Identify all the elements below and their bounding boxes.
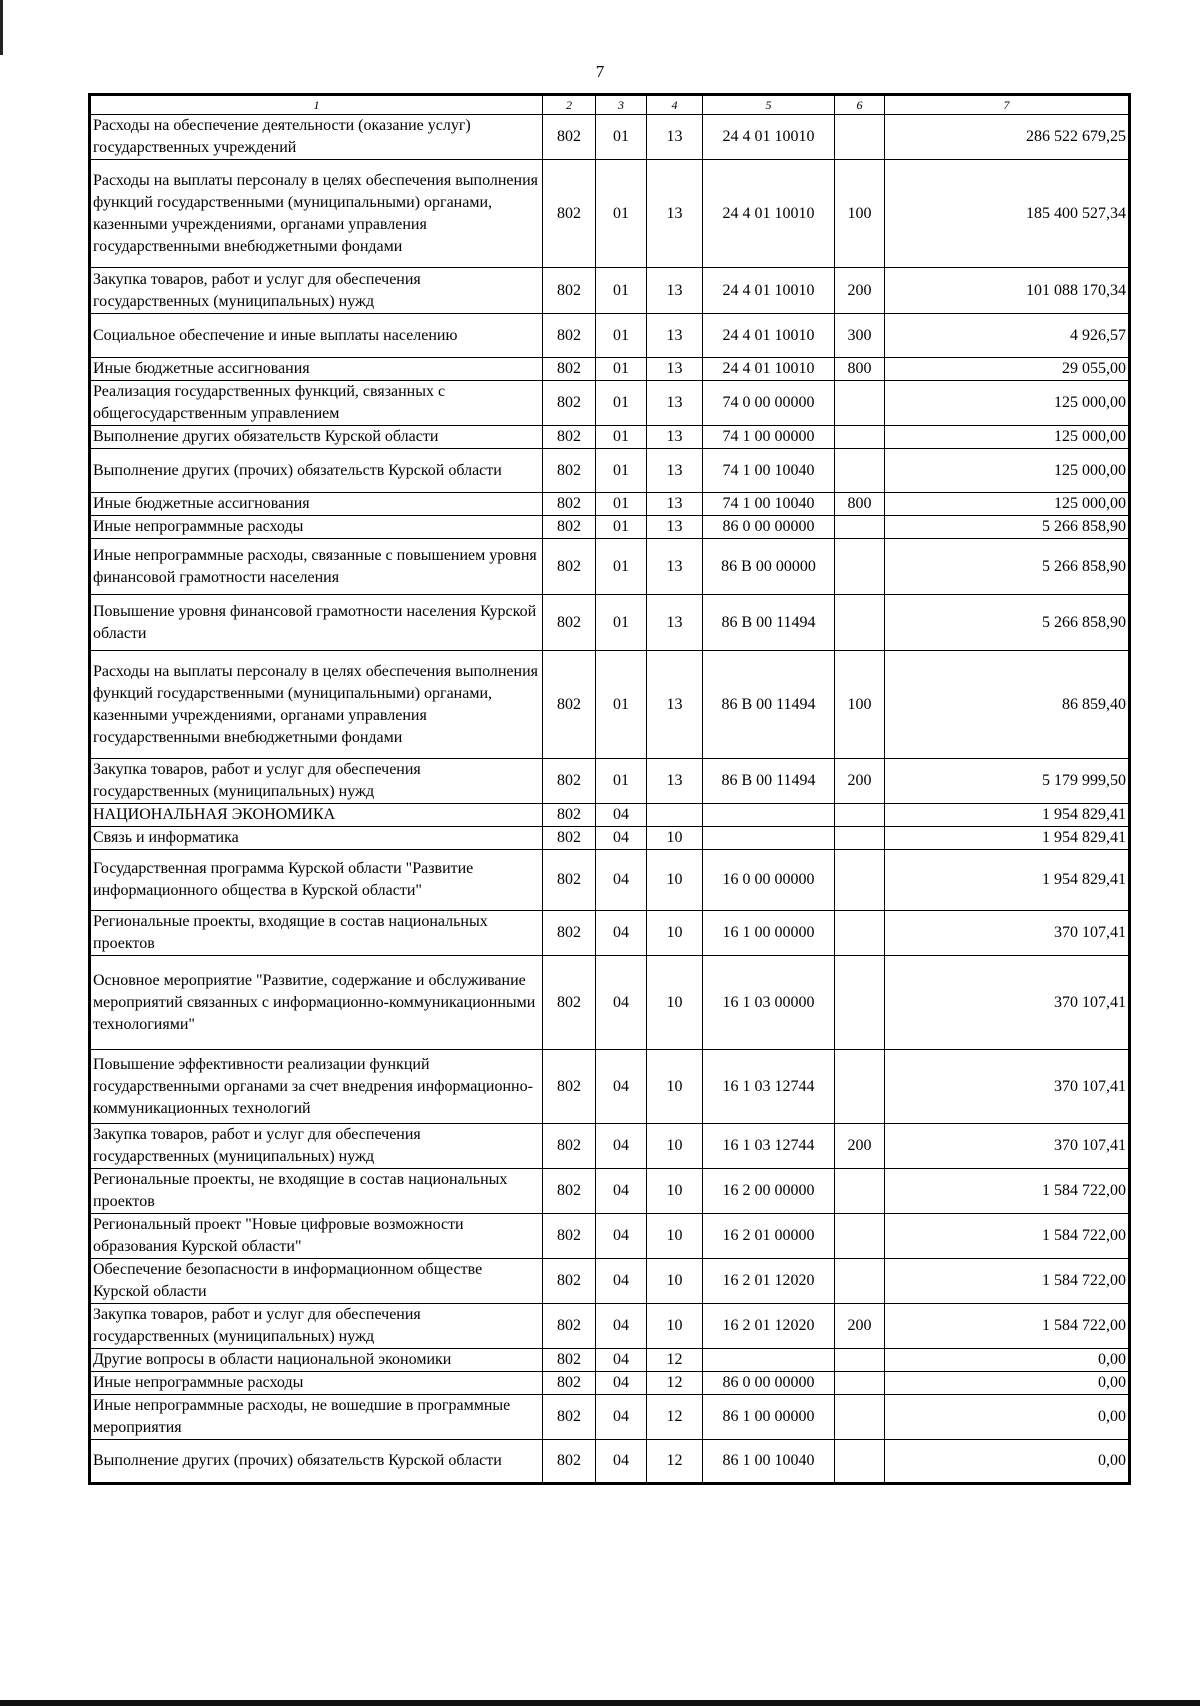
row-name-cell: Выполнение других обязательств Курской области bbox=[90, 426, 543, 449]
code-grbs-cell: 802 bbox=[543, 595, 596, 651]
expense-type-cell: 200 bbox=[835, 268, 885, 314]
row-name-cell: Повышение уровня финансовой грамотности населения Курской области bbox=[90, 595, 543, 651]
target-article-cell: 16 1 03 00000 bbox=[703, 956, 835, 1050]
target-article-cell: 74 1 00 10040 bbox=[703, 493, 835, 516]
target-article-cell: 74 1 00 10040 bbox=[703, 449, 835, 493]
code-grbs-cell: 802 bbox=[543, 1395, 596, 1440]
code-grbs-cell: 802 bbox=[543, 160, 596, 268]
expense-type-cell: 300 bbox=[835, 314, 885, 358]
table-row bbox=[90, 1169, 1130, 1214]
code-grbs-cell: 802 bbox=[543, 911, 596, 956]
amount-cell: 1 954 829,41 bbox=[885, 850, 1130, 911]
subsection-code-cell: 10 bbox=[647, 1050, 703, 1124]
page-number: 7 bbox=[595, 62, 605, 81]
code-grbs-cell: 802 bbox=[543, 850, 596, 911]
subsection-code-cell: 12 bbox=[647, 1395, 703, 1440]
expense-type-cell bbox=[835, 1214, 885, 1259]
expense-type-cell bbox=[835, 911, 885, 956]
target-article-cell: 86 В 00 11494 bbox=[703, 651, 835, 759]
table-row bbox=[90, 381, 1130, 426]
expense-type-cell bbox=[835, 1395, 885, 1440]
table-row bbox=[90, 358, 1130, 381]
row-name-cell: НАЦИОНАЛЬНАЯ ЭКОНОМИКА bbox=[90, 804, 543, 827]
code-grbs-cell: 802 bbox=[543, 358, 596, 381]
expense-type-cell bbox=[835, 1372, 885, 1395]
section-code-cell: 04 bbox=[596, 804, 647, 827]
scan-edge-bottom bbox=[0, 1700, 1200, 1706]
code-grbs-cell: 802 bbox=[543, 493, 596, 516]
target-article-cell: 24 4 01 10010 bbox=[703, 160, 835, 268]
row-name-cell: Расходы на выплаты персоналу в целях обеспечения выполнения функций государственными (муниципальными) органами, казенными учреждениями, органами управления государственными внебюджетными фондами bbox=[90, 160, 543, 268]
subsection-code-cell: 13 bbox=[647, 595, 703, 651]
expense-type-cell bbox=[835, 1440, 885, 1484]
section-code-cell: 04 bbox=[596, 827, 647, 850]
row-name-cell: Повышение эффективности реализации функций государственными органами за счет внедрения информационно-коммуникационных технологий bbox=[90, 1050, 543, 1124]
code-grbs-cell: 802 bbox=[543, 1304, 596, 1349]
row-name-cell: Иные непрограммные расходы, не вошедшие в программные мероприятия bbox=[90, 1395, 543, 1440]
code-grbs-cell: 802 bbox=[543, 314, 596, 358]
code-grbs-cell: 802 bbox=[543, 449, 596, 493]
header-row bbox=[90, 95, 1130, 115]
subsection-code-cell: 13 bbox=[647, 381, 703, 426]
subsection-code-cell: 13 bbox=[647, 759, 703, 804]
code-grbs-cell: 802 bbox=[543, 516, 596, 539]
table-row bbox=[90, 1124, 1130, 1169]
target-article-cell: 24 4 01 10010 bbox=[703, 314, 835, 358]
target-article-cell: 74 1 00 00000 bbox=[703, 426, 835, 449]
expense-type-cell bbox=[835, 827, 885, 850]
amount-cell: 286 522 679,25 bbox=[885, 115, 1130, 160]
section-code-cell: 01 bbox=[596, 449, 647, 493]
table-row bbox=[90, 1259, 1130, 1304]
amount-cell: 185 400 527,34 bbox=[885, 160, 1130, 268]
subsection-code-cell: 10 bbox=[647, 1124, 703, 1169]
target-article-cell: 86 0 00 00000 bbox=[703, 1372, 835, 1395]
target-article-cell: 16 1 03 12744 bbox=[703, 1050, 835, 1124]
amount-cell: 5 179 999,50 bbox=[885, 759, 1130, 804]
target-article-cell bbox=[703, 827, 835, 850]
amount-cell: 29 055,00 bbox=[885, 358, 1130, 381]
table-row bbox=[90, 1214, 1130, 1259]
subsection-code-cell: 10 bbox=[647, 1259, 703, 1304]
subsection-code-cell: 10 bbox=[647, 1304, 703, 1349]
section-code-cell: 04 bbox=[596, 1169, 647, 1214]
amount-cell: 5 266 858,90 bbox=[885, 539, 1130, 595]
row-name-cell: Связь и информатика bbox=[90, 827, 543, 850]
row-name-cell: Иные непрограммные расходы bbox=[90, 1372, 543, 1395]
code-grbs-cell: 802 bbox=[543, 759, 596, 804]
expense-type-cell bbox=[835, 1259, 885, 1304]
col-header: 4 bbox=[647, 95, 703, 115]
target-article-cell: 86 1 00 00000 bbox=[703, 1395, 835, 1440]
code-grbs-cell: 802 bbox=[543, 381, 596, 426]
row-name-cell: Основное мероприятие "Развитие, содержание и обслуживание мероприятий связанных с информационно-коммуникационными технологиями" bbox=[90, 956, 543, 1050]
scan-edge-left bbox=[0, 0, 3, 55]
table-row bbox=[90, 1440, 1130, 1484]
subsection-code-cell: 12 bbox=[647, 1440, 703, 1484]
section-code-cell: 04 bbox=[596, 911, 647, 956]
table-row bbox=[90, 1395, 1130, 1440]
subsection-code-cell: 10 bbox=[647, 956, 703, 1050]
table-row bbox=[90, 516, 1130, 539]
row-name-cell: Расходы на выплаты персоналу в целях обеспечения выполнения функций государственными (муниципальными) органами, казенными учреждениями, органами управления государственными внебюджетными фондами bbox=[90, 651, 543, 759]
table-row bbox=[90, 160, 1130, 268]
amount-cell: 5 266 858,90 bbox=[885, 595, 1130, 651]
code-grbs-cell: 802 bbox=[543, 1214, 596, 1259]
expense-type-cell bbox=[835, 1169, 885, 1214]
table-row bbox=[90, 804, 1130, 827]
table-row bbox=[90, 759, 1130, 804]
amount-cell: 1 584 722,00 bbox=[885, 1259, 1130, 1304]
col-header: 5 bbox=[703, 95, 835, 115]
table-row bbox=[90, 911, 1130, 956]
section-code-cell: 01 bbox=[596, 358, 647, 381]
target-article-cell bbox=[703, 804, 835, 827]
row-name-cell: Закупка товаров, работ и услуг для обеспечения государственных (муниципальных) нужд bbox=[90, 1124, 543, 1169]
table-row bbox=[90, 426, 1130, 449]
target-article-cell: 86 1 00 10040 bbox=[703, 1440, 835, 1484]
col-header: 7 bbox=[885, 95, 1130, 115]
subsection-code-cell: 10 bbox=[647, 827, 703, 850]
row-name-cell: Закупка товаров, работ и услуг для обеспечения государственных (муниципальных) нужд bbox=[90, 268, 543, 314]
target-article-cell: 16 2 01 00000 bbox=[703, 1214, 835, 1259]
table-row bbox=[90, 268, 1130, 314]
row-name-cell: Социальное обеспечение и иные выплаты населению bbox=[90, 314, 543, 358]
subsection-code-cell: 13 bbox=[647, 268, 703, 314]
subsection-code-cell: 12 bbox=[647, 1349, 703, 1372]
col-header: 3 bbox=[596, 95, 647, 115]
code-grbs-cell: 802 bbox=[543, 1349, 596, 1372]
table-row bbox=[90, 1304, 1130, 1349]
row-name-cell: Иные непрограммные расходы bbox=[90, 516, 543, 539]
table-row bbox=[90, 115, 1130, 160]
row-name-cell: Реализация государственных функций, связанных с общегосударственным управлением bbox=[90, 381, 543, 426]
section-code-cell: 04 bbox=[596, 1124, 647, 1169]
section-code-cell: 04 bbox=[596, 1372, 647, 1395]
target-article-cell: 24 4 01 10010 bbox=[703, 358, 835, 381]
code-grbs-cell: 802 bbox=[543, 539, 596, 595]
amount-cell: 1 584 722,00 bbox=[885, 1169, 1130, 1214]
subsection-code-cell: 13 bbox=[647, 426, 703, 449]
expense-type-cell bbox=[835, 1349, 885, 1372]
section-code-cell: 04 bbox=[596, 1440, 647, 1484]
code-grbs-cell: 802 bbox=[543, 1440, 596, 1484]
code-grbs-cell: 802 bbox=[543, 426, 596, 449]
row-name-cell: Иные непрограммные расходы, связанные с повышением уровня финансовой грамотности населения bbox=[90, 539, 543, 595]
subsection-code-cell: 13 bbox=[647, 651, 703, 759]
section-code-cell: 04 bbox=[596, 1349, 647, 1372]
section-code-cell: 01 bbox=[596, 268, 647, 314]
amount-cell: 5 266 858,90 bbox=[885, 516, 1130, 539]
amount-cell: 125 000,00 bbox=[885, 493, 1130, 516]
target-article-cell: 24 4 01 10010 bbox=[703, 115, 835, 160]
amount-cell: 1 954 829,41 bbox=[885, 827, 1130, 850]
expense-type-cell: 800 bbox=[835, 493, 885, 516]
subsection-code-cell: 13 bbox=[647, 539, 703, 595]
subsection-code-cell: 13 bbox=[647, 449, 703, 493]
expense-type-cell bbox=[835, 115, 885, 160]
target-article-cell: 86 0 00 00000 bbox=[703, 516, 835, 539]
expense-type-cell bbox=[835, 449, 885, 493]
amount-cell: 125 000,00 bbox=[885, 426, 1130, 449]
row-name-cell: Закупка товаров, работ и услуг для обеспечения государственных (муниципальных) нужд bbox=[90, 759, 543, 804]
row-name-cell: Закупка товаров, работ и услуг для обеспечения государственных (муниципальных) нужд bbox=[90, 1304, 543, 1349]
amount-cell: 1 584 722,00 bbox=[885, 1214, 1130, 1259]
row-name-cell: Региональные проекты, входящие в состав национальных проектов bbox=[90, 911, 543, 956]
subsection-code-cell: 10 bbox=[647, 850, 703, 911]
table-row bbox=[90, 539, 1130, 595]
expense-type-cell: 100 bbox=[835, 651, 885, 759]
target-article-cell: 86 В 00 00000 bbox=[703, 539, 835, 595]
section-code-cell: 04 bbox=[596, 1304, 647, 1349]
amount-cell: 0,00 bbox=[885, 1372, 1130, 1395]
subsection-code-cell: 10 bbox=[647, 1214, 703, 1259]
code-grbs-cell: 802 bbox=[543, 827, 596, 850]
expense-type-cell bbox=[835, 850, 885, 911]
col-header: 1 bbox=[90, 95, 543, 115]
section-code-cell: 01 bbox=[596, 160, 647, 268]
target-article-cell: 16 2 00 00000 bbox=[703, 1169, 835, 1214]
section-code-cell: 01 bbox=[596, 595, 647, 651]
section-code-cell: 04 bbox=[596, 1259, 647, 1304]
subsection-code-cell: 13 bbox=[647, 493, 703, 516]
section-code-cell: 01 bbox=[596, 516, 647, 539]
target-article-cell: 86 В 00 11494 bbox=[703, 759, 835, 804]
target-article-cell: 74 0 00 00000 bbox=[703, 381, 835, 426]
code-grbs-cell: 802 bbox=[543, 115, 596, 160]
subsection-code-cell: 13 bbox=[647, 160, 703, 268]
code-grbs-cell: 802 bbox=[543, 804, 596, 827]
target-article-cell: 16 2 01 12020 bbox=[703, 1304, 835, 1349]
code-grbs-cell: 802 bbox=[543, 651, 596, 759]
amount-cell: 0,00 bbox=[885, 1349, 1130, 1372]
table-row bbox=[90, 827, 1130, 850]
expense-type-cell bbox=[835, 804, 885, 827]
section-code-cell: 01 bbox=[596, 314, 647, 358]
subsection-code-cell: 13 bbox=[647, 358, 703, 381]
table-row bbox=[90, 1372, 1130, 1395]
section-code-cell: 01 bbox=[596, 115, 647, 160]
section-code-cell: 01 bbox=[596, 759, 647, 804]
subsection-code-cell: 13 bbox=[647, 314, 703, 358]
code-grbs-cell: 802 bbox=[543, 1169, 596, 1214]
amount-cell: 0,00 bbox=[885, 1440, 1130, 1484]
row-name-cell: Иные бюджетные ассигнования bbox=[90, 358, 543, 381]
amount-cell: 1 584 722,00 bbox=[885, 1304, 1130, 1349]
amount-cell: 4 926,57 bbox=[885, 314, 1130, 358]
row-name-cell: Иные бюджетные ассигнования bbox=[90, 493, 543, 516]
section-code-cell: 01 bbox=[596, 539, 647, 595]
row-name-cell: Выполнение других (прочих) обязательств Курской области bbox=[90, 449, 543, 493]
expense-type-cell bbox=[835, 956, 885, 1050]
row-name-cell: Региональный проект "Новые цифровые возможности образования Курской области" bbox=[90, 1214, 543, 1259]
subsection-code-cell: 13 bbox=[647, 516, 703, 539]
row-name-cell: Региональные проекты, не входящие в состав национальных проектов bbox=[90, 1169, 543, 1214]
table-row bbox=[90, 449, 1130, 493]
table-row bbox=[90, 1050, 1130, 1124]
expense-type-cell: 200 bbox=[835, 1304, 885, 1349]
code-grbs-cell: 802 bbox=[543, 956, 596, 1050]
table-row bbox=[90, 595, 1130, 651]
table-row bbox=[90, 493, 1130, 516]
table-row bbox=[90, 956, 1130, 1050]
target-article-cell: 16 1 00 00000 bbox=[703, 911, 835, 956]
amount-cell: 370 107,41 bbox=[885, 1124, 1130, 1169]
expense-type-cell bbox=[835, 1050, 885, 1124]
section-code-cell: 04 bbox=[596, 850, 647, 911]
section-code-cell: 01 bbox=[596, 651, 647, 759]
code-grbs-cell: 802 bbox=[543, 268, 596, 314]
amount-cell: 370 107,41 bbox=[885, 1050, 1130, 1124]
expense-type-cell bbox=[835, 595, 885, 651]
expense-type-cell: 100 bbox=[835, 160, 885, 268]
section-code-cell: 04 bbox=[596, 1050, 647, 1124]
col-header: 2 bbox=[543, 95, 596, 115]
row-name-cell: Обеспечение безопасности в информационном обществе Курской области bbox=[90, 1259, 543, 1304]
code-grbs-cell: 802 bbox=[543, 1259, 596, 1304]
amount-cell: 0,00 bbox=[885, 1395, 1130, 1440]
subsection-code-cell: 10 bbox=[647, 1169, 703, 1214]
target-article-cell: 16 0 00 00000 bbox=[703, 850, 835, 911]
amount-cell: 101 088 170,34 bbox=[885, 268, 1130, 314]
target-article-cell: 24 4 01 10010 bbox=[703, 268, 835, 314]
subsection-code-cell: 10 bbox=[647, 911, 703, 956]
row-name-cell: Другие вопросы в области национальной экономики bbox=[90, 1349, 543, 1372]
target-article-cell: 16 2 01 12020 bbox=[703, 1259, 835, 1304]
expense-type-cell: 200 bbox=[835, 759, 885, 804]
table-row bbox=[90, 1349, 1130, 1372]
subsection-code-cell: 12 bbox=[647, 1372, 703, 1395]
subsection-code-cell bbox=[647, 804, 703, 827]
expense-type-cell bbox=[835, 516, 885, 539]
subsection-code-cell: 13 bbox=[647, 115, 703, 160]
section-code-cell: 04 bbox=[596, 1395, 647, 1440]
section-code-cell: 01 bbox=[596, 493, 647, 516]
target-article-cell: 16 1 03 12744 bbox=[703, 1124, 835, 1169]
expense-type-cell bbox=[835, 381, 885, 426]
expense-type-cell bbox=[835, 539, 885, 595]
code-grbs-cell: 802 bbox=[543, 1050, 596, 1124]
section-code-cell: 01 bbox=[596, 381, 647, 426]
amount-cell: 125 000,00 bbox=[885, 449, 1130, 493]
row-name-cell: Государственная программа Курской области "Развитие информационного общества в Курской области" bbox=[90, 850, 543, 911]
table-row bbox=[90, 651, 1130, 759]
amount-cell: 125 000,00 bbox=[885, 381, 1130, 426]
col-header: 6 bbox=[835, 95, 885, 115]
section-code-cell: 04 bbox=[596, 1214, 647, 1259]
section-code-cell: 01 bbox=[596, 426, 647, 449]
table-row bbox=[90, 850, 1130, 911]
expense-type-cell bbox=[835, 426, 885, 449]
table-row bbox=[90, 314, 1130, 358]
target-article-cell: 86 В 00 11494 bbox=[703, 595, 835, 651]
amount-cell: 370 107,41 bbox=[885, 911, 1130, 956]
amount-cell: 1 954 829,41 bbox=[885, 804, 1130, 827]
row-name-cell: Расходы на обеспечение деятельности (оказание услуг) государственных учреждений bbox=[90, 115, 543, 160]
expense-type-cell: 800 bbox=[835, 358, 885, 381]
budget-table bbox=[88, 93, 1131, 1485]
expense-type-cell: 200 bbox=[835, 1124, 885, 1169]
amount-cell: 370 107,41 bbox=[885, 956, 1130, 1050]
section-code-cell: 04 bbox=[596, 956, 647, 1050]
code-grbs-cell: 802 bbox=[543, 1124, 596, 1169]
amount-cell: 86 859,40 bbox=[885, 651, 1130, 759]
row-name-cell: Выполнение других (прочих) обязательств Курской области bbox=[90, 1440, 543, 1484]
code-grbs-cell: 802 bbox=[543, 1372, 596, 1395]
target-article-cell bbox=[703, 1349, 835, 1372]
